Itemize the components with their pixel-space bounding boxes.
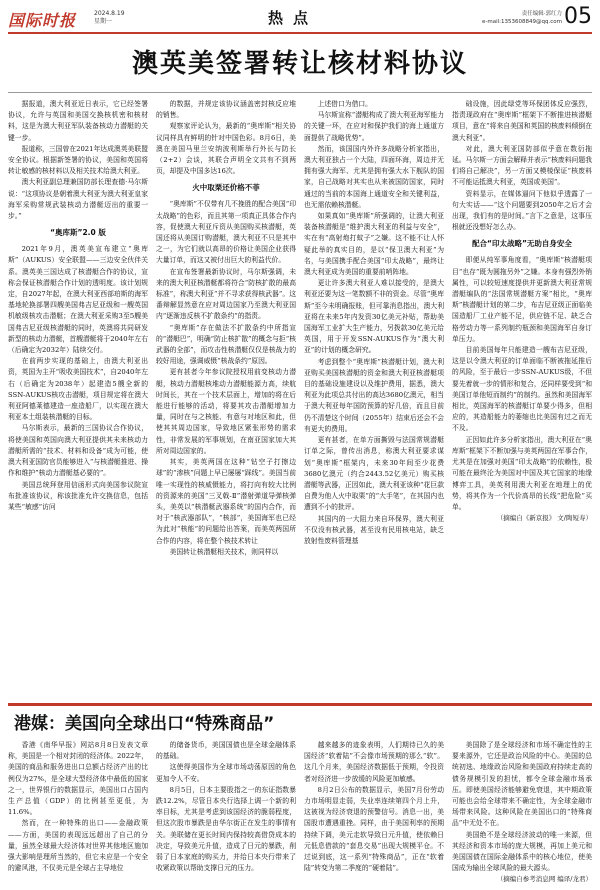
paragraph: 资料显示，在媒体逼问下他似乎透露了一句大实话——“这个问题要到2050年之后才会出现，我们有的是时间。”言下之意是，这事压根就还没想好怎么办。 [452, 189, 592, 232]
paragraph: 正因如此许多分析家指出，澳大利亚在“奥库斯”框架下不断加强与美英两国在军事合作，尤其是在加强对美国“印太战略”的依赖性，极可能在最终沦为美国对中国及其它国家的地缘博弈工具，美英利用澳大利亚在地理上的优势，将其作为一个代价高昂的长线“把危险”买单。 [452, 435, 592, 511]
paragraph: 美国除了是全球经济和市场不确定性的主要来源外，它还是政治风险的中心。美国的总统初选、地缘政治风险和美国政府持续走高的债务规模引发的担忧，都令全球金融市场承压。即使美国经济能够避免衰退，其中期政策可能也会给全球带来不确定性，为全球金融市场带来风险。这种风险在美国出口的“特殊商品”中无处不在。 [452, 741, 592, 828]
editor-email: e-mail:1353608849@qq.com [482, 19, 562, 25]
source-credit: （摘编自参考消息网 编译/龙君） [496, 875, 592, 884]
page-header [8, 6, 592, 34]
paragraph: 的数据，并规定该协议涵盖密封核反应堆的销售。 [156, 100, 296, 120]
divider [8, 92, 592, 93]
section-divider [8, 703, 592, 706]
article2-body [8, 740, 592, 890]
subheading: 配合“印太战略”无助自身安全 [472, 239, 572, 249]
source-credit: （摘编自《新京报》 文/陶短寿） [496, 514, 592, 523]
paragraph: 然而，在一种特殊的出口——金融政策——方面，美国的表现远远超出了自己的分量，虽然全球最大经济体对世界其他地区施加强大影响是理所当然的，但它未应是一个安全的避风港，不仅美元是全球占主导地位 [8, 819, 148, 873]
issue-date: 2024.8.19 [94, 10, 125, 17]
section-title: 热点 [268, 9, 319, 27]
subheading: “奥库斯”2.0 版 [50, 228, 106, 238]
article2-headline: 港媒：美国向全球出口“特殊商品” [14, 714, 275, 734]
paragraph: 观察家评论认为，最新的“奥库斯”相关协议同样具有鲜明的针对中国色彩。8月6日，美澳在美国马里兰安纳波利斯举行外长与防长（2+2）会谈，其联合声明全文共有不到两页，却提及中国多达16次。 [156, 122, 296, 176]
paragraph: 在宣布签署最新协议时，马尔斯强调，未来的澳大利亚核潜艇都将符合“防核扩散的最高标准”，称澳大利亚“并不寻求获得核武器”。这番辩解显然意在应对周边国家乃至澳大利亚国内“逐渐违反核不扩散条约”的指责。 [156, 267, 296, 321]
article1-body [8, 99, 592, 697]
paragraph: 越来越多的迹象表明，人们期待已久的美国经济“软着陆”不会像市场预期的那么“软”。这几个月来，美国经济数据低于预期，令投资者对经济进一步放缓的风险更加敏感。 [304, 741, 444, 783]
paragraph: 美国转让核潜艇相关技术，则同样以 [169, 547, 279, 556]
paragraph: 香港《南华早报》网站8月8日发表文章称，美国是一个相对封闭的经济体。2022年，美国的商品和服务进出口总额占经济产出的比例仅为27%，是全球大型经济体中最低的国家之一，世界银行的数据显示，美国出口占国内生产总值（GDP）的比例甚至更低，为11.6%。 [8, 741, 148, 817]
paragraph: 据报道，澳大利亚近日表示，它已经签署协议，允许与英国和美国交换核机密和核材料，这是为澳大利亚军队装备核动力潜艇的关键一步。 [8, 100, 148, 142]
text-column [156, 740, 296, 890]
paragraph: 如果真如“奥库斯”所强调的，让澳大利亚装备核潜艇是“维护澳大利亚的利益与安全”，实在有“高射炮打蚊子”之嫌。这不能不让人怀疑此举的真实目的，是以“保卫澳大利亚”为名，与美国携手配合美国“印太战略”，最终让澳大利亚成为美国的重要前哨阵地。 [304, 212, 444, 277]
paragraph: 对此，澳大利亚国防部似乎意在数衍拖延。马尔斯一方面会解释并表示“核废料问题我们将自己解决”，另一方面又模棱保证“核废料不可能运抵澳大利亚，英国或美国”。 [452, 144, 592, 187]
paragraph: “奥库斯”存在做法不扩散条约中所指宣的“潜艇巴”，明确“防止核扩散”的概念与拒“核武器的全部”，而攻击性核潜艇仅仅是核战力的较好用途，强调威慑“核战条约”原因。 [156, 323, 296, 366]
paragraph: 即便从纯军事角度看，“奥库斯”核潜艇项目“也存”既为圆拖另外”之嫌。本身有强烈外销属性，可以较短速度提供并更新澳大利亚常规潜艇编队的“法国常规潜艇方案”相比，“奥库斯”核潜艇计划的第二步，布吉尼亚级正面临美国造船厂工业产能不足，供应链不足、缺乏合格劳动力等一系列制约瓶颈和美国海军自身订单压力。 [452, 256, 592, 343]
page-number: 05 [564, 4, 592, 29]
paragraph: 马尔斯表示，最新的三国协议合作协议，将使美国和英国向澳大利亚提供其未来核动力潜艇所需的“技术、材料和设备”成为可能，使澳大利亚国防官员能够进入“与核潜艇推进、操作和维护”核动力潜艇基必要的”。 [8, 424, 148, 478]
paragraph: 美国总统拜登用信函形式向美国参议院宣布批准该协议，称该批准允许交换信息，包括某些“敏感”访问 [8, 480, 148, 511]
article2-columns [8, 740, 592, 890]
editor-name: 责任编辑·郭红力 [521, 11, 562, 17]
paragraph: 础设施，因此绿党等环保团体反应强烈，指责现政府在“奥库斯”框架下不断推进核潜艇项目，意在“将来自美国和英国的核废料倾倒在澳大利亚”。 [452, 100, 592, 142]
text-column [304, 99, 444, 697]
editor-info [482, 10, 562, 26]
text-column [156, 99, 296, 697]
paragraph: 然而，该国国内外许多战略分析家指出，澳大利亚独占一个大陆，四面环海，周边并无拥有强大海军、尤其是拥有强大水下舰队的国家，自己战略对其实也从来被国防国家，同时通过的当前的本国海上通道安全和关键利益，也无需依赖核潜艇。 [304, 144, 444, 209]
subheading: 火中取栗还价格不菲 [192, 183, 260, 193]
paragraph: 2021年9月，澳英美宣布建立“奥库斯”（AUKUS）安全联盟——三边安全伙伴关系。澳英美三国达成了核潜艇合作的协议，宣称会保证核潜艇合作计划的透明度。该计划规定，自2027年起，在澳大利亚西部珀斯的海军基地轮换部署四艘美国弗吉尼亚级和一艘英国机敏级核攻击潜艇；在澳大利亚采购3至5艘美国弗吉尼亚级核潜艇的同时，英澳将共同研发新型的核动力潜艇，首艘潜艇将于2040年左右（后确定为2032年）陆续交付。 [8, 245, 148, 355]
text-column [452, 99, 592, 697]
paragraph: 目前美国每年只能建造一艘布吉尼亚级，这是以令澳大利亚的订单面临不断被拖延推后的风险，至于最后一步SSN-AUKUS级，不但要先着就一步的情形和复合，还同样要受到“和美国订单他短而制约”的制约。虽然和美国海军相比，英国海军的核潜艇订单要少得多，但相应的，其造船能力的萎缩也比美国有过之而无不及。 [452, 346, 592, 433]
paragraph: 在前两步实现的基础上，由澳大利亚出资，英国为主开“吸收美国技术”，自2040年左右（后确定为2038年）起建造5艘全新的SSN-AUKUS核攻击潜艇，项目规定将在澳大利亚阿德莱德建造一座造船厂，以实现在澳大利亚本土组装核潜艇的目标。 [8, 357, 148, 422]
paragraph: “奥库斯”不仅带有几不挽胜的配合美国“印太战略”的色彩，而且其第一项真正具体合作内容，促使澳大利亚斥资从美国购买核潜艇，英国还将从美国订购潜艇，澳大利亚不只是其中之一，为它们就以高昂的价格让美国企业获得大量订单，而这又被付出巨大的利益代价。 [156, 200, 296, 265]
paragraph: 更让许多澳大利亚人难以接受的，是澳大利亚还要为这一笔数额不非的资金。尽管“奥库斯”至今未明确报账，但可靠消息指出，澳大利亚将在未来5年内发资30亿美元补贴，帮助美国海军工业扩大生产能力，另拨款30亿美元给英国，用于开发SSN-AUKUS作为“澳大利亚”的计划的概念研究。 [304, 279, 444, 355]
paragraph: 的储备货币，美国国债也是全球金融体系的基础。 [156, 741, 296, 761]
masthead: 国际时报 [8, 11, 77, 30]
paragraph: 8月5日，日本主要股指之一的东证指数暴跌12.2%，尽管日本央行选择上调一个新的利率目标，尤其是考虑到该国经济的脆弱程度，但这次股市暴跌是由华尔街正在发生的事情有关。美联储在更长时间内保持较高借贷成本的决定，导致美元升值，造成了日元的暴跌，削弱了日本家庭的购买力，并给日本央行带来了收紧政策以帮助支撑日元的压力。 [156, 785, 296, 873]
paragraph: 上述借口为借口。 [317, 100, 372, 108]
text-column [8, 740, 148, 890]
paragraph: 更有甚者，在单方面撕毁与法国常规潜艇订单之际，曾传出消息，称澳大利亚要求谋划“奥库斯”框架内，未来30年间至少花费3680亿澳元（约合2443.52亿美元）购买核潜艇等武器，正因如此，澳大利亚该种“花巨款自费为他人火中取栗”的“大手笔”，在其国内也遭到不小的批评。 [304, 436, 444, 512]
text-column [8, 99, 148, 697]
text-column [304, 740, 444, 890]
paragraph: 马尔斯宣称“潜艇构成了澳大利亚海军能力的关键一环，在应对和保护我们的海上通道方面提供了战略优势”。 [304, 111, 444, 142]
issue-date-block [94, 10, 125, 26]
paragraph: 报道称，三国曾在2021年达成澳英美联盟安全协议。根据新签署的协议，美国和英国将转让敏感的核材料以及相关技术给澳大利亚。 [8, 144, 148, 176]
paragraph: 其实，美英两国在这种“钻空子打擦边球”的“渗核”问题上早已屡屡“踩线”。美国当前唯一实现性的核威慑能力，将打向有较大比例的资源来的美国“三叉戟-Ⅱ”潜射弹道导弹核弹头，美英以“核潜艇武器系统”的国内合作，而对于“核武器部队”，“核部”，美国海军也已经为此对“核能”的问题给出答案，而美英两国所合作的内容，将在整个核技术转让 [156, 458, 296, 545]
paragraph: 考虑到整个“奥库斯”核潜艇计划，澳大利亚购买美国核潜艇的资金和澳大利亚核潜艇项目的基础设施建设以及维护费用，据悉，澳大利亚为此项总共付出的高达3680亿澳元，相当于澳大利亚每年国防预算的好几倍，而且目前仍不清楚这个时间（2055年）结束后还会不会有更大的费用。 [304, 357, 444, 433]
paragraph: 其国内的一大阻力来自环保界，澳大利亚不仅没有核武器，甚至没有民用核电站，缺乏放射性废料管理基 [304, 514, 444, 545]
paragraph: 更有甚者今年参议院授权用前变核动力潜艇，核动力潜艇核堆动力潜艇能源力高，续航时间长，其在一个技术层面上，增加的将在后能进行能够的活动，将要其攻击潜艇增加力量，同时在与之核能、有意与对地区和此，但使其其周边国家，导致地区紧张形势的需求性，非常发展的军事规划，在南亚国家加大其所对周边国家的。 [156, 368, 296, 455]
paragraph: 澳大利亚副总理兼国防部长理查德·马尔斯说：“这项协议是朝着澳大利亚为澳大利亚皇家海军采购常规武装核动力潜艇迈出的重要一步。” [8, 178, 148, 221]
text-column [452, 740, 592, 890]
paragraph: 这使得美国作为全球市场动荡原因的角色更加令人不安。 [156, 763, 296, 783]
issue-weekday: 星期一 [94, 18, 113, 25]
article1-headline: 澳英美签署转让核材料协议 [131, 49, 468, 79]
paragraph: 美国绝不是全球经济波动的唯一来源，但其经济和资本市场的庞大规模，再加上美元和美国国债在国际金融体系中的核心地位，使美国成为输出全球风险的最大源头。 [452, 830, 592, 873]
article1-columns [8, 99, 592, 697]
paragraph: 8月2日公布的数据显示，美国7月份劳动力市场明显走弱，失业率连续第四个月上升，这被视为经济衰退的预警信号。消息一出，美国股市遭遇重挫。同样，由于美国利率的预期持续下调，美元走软导致日元升值，使依赖日元低息借款的“套息交易”出现大规模平仓。不过说到底，这一系列“特殊商品”，正在“软着陆”转变为第二季度的“硬着陆”。 [304, 785, 444, 873]
